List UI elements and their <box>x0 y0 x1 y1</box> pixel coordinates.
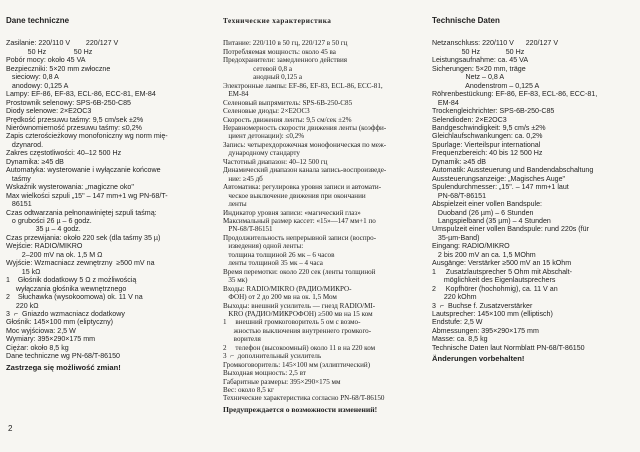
spec-line: 35-µm-Band) <box>432 233 480 242</box>
spec-line: толщина толщиной 26 мк – 6 часов <box>223 250 335 259</box>
spec-line: Выходы: внешний усилитель — гнезд RADIO/MI- <box>223 301 376 310</box>
spec-line: anodowy: 0,125 A <box>6 81 69 90</box>
spec-line: Wymiary: 395×290×175 mm <box>6 335 96 344</box>
spec-line: ворителя <box>223 335 261 344</box>
spec-line: Zapis czterościeżkowy monofoniczny wg norm mię- <box>6 132 168 141</box>
spec-line: Динамический диапазон канала запись-воспроизведе- <box>223 166 387 175</box>
spec-line: 3 ⌐ дополнительный усилитель <box>223 352 322 361</box>
spec-line: PN-68/T-86151 <box>223 225 273 234</box>
spec-line: Dane techniczne wg PN-68/T-86150 <box>6 352 120 361</box>
spec-line: Moc wyjściowa: 2,5 W <box>6 326 76 335</box>
spec-line: Eingang: RADIO/MIKRO <box>432 242 510 251</box>
spec-line: möglichkeit des Eigenlautsprechers <box>432 276 556 285</box>
spec-line: Питание: 220/110 в 50 гц, 220/127 в 50 гц <box>223 39 348 48</box>
spec-line: Максимальный размер кассет: «15»—147 мм+1 по <box>223 216 376 225</box>
spec-line: Ciężar: około 8,5 kg <box>6 343 69 352</box>
spec-line: Prędkość przesuwu taśmy: 9,5 cm/sek ±2% <box>6 115 144 124</box>
spec-line: Продолжительность непрерывной записи (воспро- <box>223 233 377 242</box>
spec-line: Bandgeschwindigkeit: 9,5 cm/s ±2% <box>432 123 546 132</box>
spec-line: Netz – 0,8 A <box>432 73 505 82</box>
spec-line: 220 kΩ <box>6 301 39 310</box>
spec-line: Wejście: RADIO/MIKRO <box>6 242 83 251</box>
spec-line: Aussteuerungsanzeige: „Magisches Auge" <box>432 174 566 183</box>
spec-line: Spulendurchmesser: „15". – 147 mm+1 laut <box>432 183 569 192</box>
spec-line: Gleichlaufschwankungen: ca. 0,2% <box>432 132 543 141</box>
spec-line: Abmessungen: 395×290×175 mm <box>432 326 539 335</box>
spec-line: 50 Hz 50 Hz <box>6 47 93 56</box>
spec-line: Röhrenbestückung: EF-86, EF-83, ECL-86, ECC-81, <box>432 90 598 99</box>
spec-line: Громкоговоритель: 145×100 мм (эллиптический) <box>223 360 371 369</box>
spec-line: 2 bis 200 mV an ca. 1,5 MOhm <box>432 250 536 259</box>
spec-line: анодный 0,125 а <box>223 73 303 82</box>
spec-line: 3 ⌐ Buchse f. Zusatzverstärker <box>432 301 533 310</box>
spec-line: 2 Kopfhörer (hochohmig), ca. 11 V an <box>432 284 558 293</box>
spec-line: Pobór mocy: około 45 VA <box>6 56 86 65</box>
spec-line: Индикатор уровня записи: «магический глаз» <box>223 208 361 217</box>
lines-polish <box>6 39 211 360</box>
spec-line: Входы: RADIO/MIKRO (РАДИО/МИКРО- <box>223 284 352 293</box>
spec-line: Wskaźnik wysterowania: „magiczne oko" <box>6 183 134 192</box>
spec-line: Anodenstrom – 0,125 A <box>432 81 540 90</box>
spec-line: Max wielkości szpuli „15" – 147 mm+1 wg PN-68/T- <box>6 191 168 200</box>
spec-line: Netzanschluss: 220/110 V 220/127 V <box>432 39 559 48</box>
spec-line: Umspulzeit einer vollen Bandspule: rund 220s (für <box>432 225 589 234</box>
spec-line: Выходная мощность: 2,5 вт <box>223 369 306 378</box>
spec-line: Запись: четырехдорожечная монофоническая по меж- <box>223 140 387 149</box>
spec-line: Głośnik: 145×100 mm (eliptyczny) <box>6 318 114 327</box>
spec-line: Селеновые диоды: 2×E2OC3 <box>223 107 310 116</box>
spec-line: жностью выключения внутреннего громкого- <box>223 326 372 335</box>
spec-line: Nierównomierność przesuwu taśmy: ≤0,2% <box>6 123 142 132</box>
spec-line: dzynarod. <box>6 140 44 149</box>
heading-german: Technische Daten <box>432 16 500 25</box>
spec-line: Prostownik selenowy: SPS-6B-250-C85 <box>6 98 131 107</box>
spec-line: 86151 <box>6 200 32 209</box>
spec-line: Trockengleichrichter: SPS-6B-250-C85 <box>432 107 555 116</box>
spec-line: Zasilanie: 220/110 V 220/127 V <box>6 39 119 48</box>
spec-line: Diody selenowe: 2×E2OC3 <box>6 107 92 116</box>
heading-polish: Dane techniczne <box>6 16 70 25</box>
spec-line: Automatik: Aussteuerung und Bandendabschaltung <box>432 166 594 175</box>
lines-german <box>432 39 636 352</box>
footer-german: Änderungen vorbehalten! <box>432 354 525 364</box>
spec-line: ние: ≥45 дб <box>223 174 263 183</box>
spec-line: изведения) одной ленты: <box>223 242 304 251</box>
spec-line: Предохранители: замедленного действия <box>223 56 348 65</box>
spec-line: 1 Zusatzlautsprecher 5 Ohm mit Abschalt- <box>432 267 572 276</box>
heading-russian: Технические характеристика <box>223 17 332 25</box>
spec-line: Wyjście: Wzmacniacz zewnętrzny ≥500 mV na <box>6 259 155 268</box>
spec-line: 1 Głośnik dodatkowy 5 Ω z możliwością <box>6 276 137 285</box>
lines-russian <box>223 39 428 402</box>
footer-russian: Предупреждается о возможности изменений! <box>223 404 378 414</box>
spec-line: Ausgänge: Verstärker ≥500 mV an 15 kOhm <box>432 259 572 268</box>
spec-line: дународному стандарту <box>223 149 300 158</box>
spec-line: ленты толщиной 35 мк – 4 часа <box>223 259 323 268</box>
spec-line: Automatyka: wysterowanie i wyłączanie końcowe <box>6 166 161 175</box>
spec-line: Селеновый выпрямитель: SPS-6B-250-C85 <box>223 98 353 107</box>
spec-line: Spurlage: Vierteilspur international <box>432 140 541 149</box>
column-german <box>432 14 636 364</box>
spec-line: Selendioden: 2×E2OC3 <box>432 115 507 124</box>
spec-line: 1 внешний громкоговоритель 5 ом с возмо- <box>223 318 361 327</box>
spec-line: Dynamika: ≥45 dB <box>6 157 64 166</box>
spec-line: Langspielband (35 µm) – 4 Stunden <box>432 216 551 225</box>
spec-line: EM-84 <box>223 90 249 99</box>
spec-line: Неравномерность скорости движения ленты (коэффи- <box>223 123 387 132</box>
spec-line: PN-68/T-86151 <box>432 191 487 200</box>
page-number: 2 <box>8 424 13 433</box>
footer-polish: Zastrzega się możliwość zmian! <box>6 362 121 372</box>
spec-line: Потребляемая мощность: около 45 ва <box>223 47 336 56</box>
spec-line: EM-84 <box>432 98 459 107</box>
column-russian <box>223 14 428 414</box>
spec-line: Вес: около 8,5 кг <box>223 386 274 395</box>
spec-line: Sicherungen: 5×20 mm, träge <box>432 64 526 73</box>
spec-line: 2 телефон (высокоомный) около 11 в на 220 ком <box>223 343 376 352</box>
spec-line: Dynamik: ≥45 dB <box>432 157 486 166</box>
spec-line: Габаритные размеры: 395×290×175 мм <box>223 377 341 386</box>
spec-line: wyłączania głośnika wewnętrznego <box>6 284 127 293</box>
spec-line: сетевой 0,8 а <box>223 64 292 73</box>
spec-line: ФОН) от 2 до 200 мв на ок. 1,5 Мом <box>223 293 337 302</box>
spec-line: Электронные лампы: EF-86, EF-83, ECL-86, ECC-81, <box>223 81 383 90</box>
spec-line: Частотный диапазон: 40–12 500 гц <box>223 157 328 166</box>
spec-line: Leistungsaufnahme: ca. 45 VA <box>432 56 529 65</box>
spec-line: Abspielzeit einer vollen Bandspule: <box>432 200 543 209</box>
spec-line: Время перемотки: около 220 сек (ленты толщиной <box>223 267 376 276</box>
spec-line: циент детонации): ≤0,2% <box>223 132 305 141</box>
spec-line: 50 Hz 50 Hz <box>432 47 525 56</box>
spec-line: o grubości 26 µ – 6 godz. <box>6 216 92 225</box>
spec-line: 35 µ – 4 godz. <box>6 225 81 234</box>
spec-line: Zakres częstotliwości: 40–12 500 Hz <box>6 149 122 158</box>
spec-line: 15 kΩ <box>6 267 41 276</box>
spec-line: Lautsprecher: 145×100 mm (elliptisch) <box>432 309 553 318</box>
spec-line: Bezpieczniki: 5×20 mm zwłoczne <box>6 64 111 73</box>
spec-line: Frequenzbereich: 40 bis 12 500 Hz <box>432 149 543 158</box>
spec-line: Duoband (26 µm) – 6 Stunden <box>432 208 534 217</box>
spec-line: Автоматика: регулировка уровня записи и автомати- <box>223 183 382 192</box>
spec-line: Technische Daten laut Normblatt PN-68/T-86150 <box>432 343 585 352</box>
spec-line: ленты <box>223 200 247 209</box>
spec-line: 2–200 mV na ok. 1,5 M Ω <box>6 250 103 259</box>
spec-line: Технические характеристика согласно PN-68/T-86150 <box>223 394 385 403</box>
spec-line: Czas przewijania: około 220 sek (dla taśmy 35 µ) <box>6 233 161 242</box>
spec-line: Скорость движения ленты: 9,5 см/сек ±2% <box>223 115 352 124</box>
spec-line: sieciowy: 0,8 A <box>6 73 59 82</box>
spec-line: Lampy: EF-86, EF-83, ECL-86, ECC-81, EM-84 <box>6 90 156 99</box>
spec-line: 2 Słuchawka (wysokoomowa) ok. 11 V na <box>6 293 143 302</box>
spec-line: KRO (РАДИО/МИКРОФОН) ≥500 мв на 15 ком <box>223 309 373 318</box>
spec-line: ческое выключение движения при окончании <box>223 191 366 200</box>
spec-line: 35 мк) <box>223 276 248 285</box>
spec-line: taśmy <box>6 174 31 183</box>
spec-line: Endstufe: 2,5 W <box>432 318 483 327</box>
spec-line: 220 kOhm <box>432 293 477 302</box>
spec-line: Czas odtwarzania pełnonawiniętej szpuli taśmą: <box>6 208 157 217</box>
spec-line: Masse: ca. 8,5 kg <box>432 335 488 344</box>
spec-line: 3 ⌐ Gniazdo wzmacniacz dodatkowy <box>6 309 125 318</box>
column-polish <box>6 14 211 372</box>
